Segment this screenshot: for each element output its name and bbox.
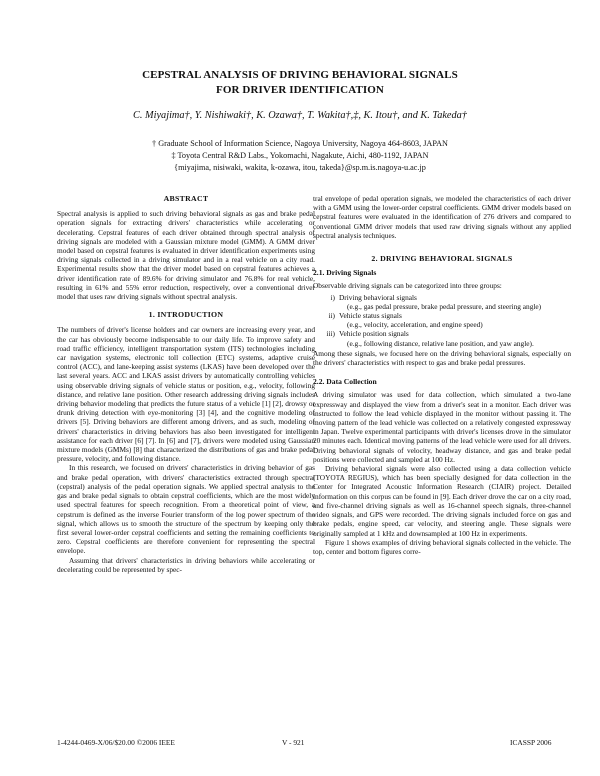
section-2-2-paragraph-2: Driving behavioral signals were also collected using a data collection vehicle (TOYOTA REGIUS), which has been specially designed for data collection in the Center for Integrated Acoustic Information Research (CIAIR) project. Detailed information on this corpus can be found in [9]. Each driver drove the car on a city road, and five-channel driving signals as well as 16-channel speech signals, three-channel video signals, and GPS were recorded. The driving signals included force on gas and brake pedals, engine speed, car velocity, and steering angle. These signals were originally sampled at 1 kHz and downsampled at 100 Hz in experiments. <box>313 464 571 538</box>
intro-heading: 1. INTRODUCTION <box>148 310 224 320</box>
section-2-2-heading: 2.2. Data Collection <box>313 377 377 387</box>
section-2-1-heading: 2.1. Driving Signals <box>313 268 377 278</box>
abstract-text: Spectral analysis is applied to such driving behavioral signals as gas and brake pedal operation signals for extracting drivers' characteristics while accelerating or decelerating. Cepstral features of each driver obtained through spectral analysis of driving signals are modeled with a Gaussian mixture model (GMM). A GMM driver model based on cepstral features is evaluated in driver identification experiments using driving signals collected in a driving simulator and in a real vehicle on a city road. Experimental results show that the driver model based on cepstral features achieves a driver identification rate of 89.6% for driving simulator and 76.8% for real vehicle, resulting in 61% and 55% error reduction, respectively, over a conventional driver model that uses raw driving signals without spectral analysis. <box>57 209 315 302</box>
intro-paragraph-2: In this research, we focused on drivers' characteristics in driving behavior of gas and brake pedal operation, with drivers' characteristics extracted through spectral (cepstral) analysis of the pedal operation signals. We applied spectral analysis to the gas and brake pedal signals to obtain cepstral coefficients, which are the most widely used spectral features for speech recognition. From a theoretical point of view, a cepstrum is defined as the inverse Fourier transform of the log power spectrum of the signal, which allows us to smooth the structure of the spectrum by keeping only the first several lower-order cepstral coefficients and setting the remaining coefficients to zero. Cepstral coefficients are therefore convenient for representing the spectral envelope. <box>57 463 315 556</box>
title-line-2: FOR DRIVER IDENTIFICATION <box>216 84 384 96</box>
signal-group-list <box>313 293 571 348</box>
left-column <box>57 194 315 574</box>
list-item: ii) Vehicle status signals (e.g., velocity, acceleration, and engine speed) <box>313 311 571 329</box>
section-2-1-intro: Observable driving signals can be categorized into three groups: <box>313 281 502 291</box>
list-item-label: Vehicle position signals <box>339 329 409 339</box>
right-column <box>313 194 571 556</box>
list-item-detail: (e.g., following distance, relative lane position, and yaw angle). <box>347 338 534 348</box>
footer-conference: ICASSP 2006 <box>510 738 552 747</box>
list-item: i) Driving behavioral signals (e.g., gas pedal pressure, brake pedal pressure, and steering angle) <box>313 293 571 311</box>
intro-paragraph-3: Assuming that drivers' characteristics in driving behaviors while accelerating or decelerating could be represented by spec- <box>57 555 315 574</box>
intro-continuation: tral envelope of pedal operation signals, we modeled the characteristics of each driver with a GMM using the lower-order cepstral coefficients. GMM driver models based on cepstral features were evaluated in the identification of 276 drivers and compared to conventional GMM driver models that used raw driving signals without any applied spectral analysis techniques. <box>313 194 571 240</box>
abstract-heading: ABSTRACT <box>163 194 209 203</box>
affiliation-1: † Graduate School of Information Science, Nagoya University, Nagoya 464-8603, JAPAN <box>152 139 448 148</box>
section-2-heading: 2. DRIVING BEHAVIORAL SIGNALS <box>371 254 513 264</box>
section-2-1-summary: Among these signals, we focused here on the driving behavioral signals, especially on the drivers' characteristics with respect to gas and brake pedal pressures. <box>313 348 571 368</box>
footer-page-number: V - 921 <box>282 738 305 747</box>
paper-title <box>0 68 600 98</box>
list-item-label: Vehicle status signals <box>339 311 402 321</box>
intro-paragraph-1: The numbers of driver's license holders and car owners are increasing every year, and the car has obviously become indispensable to our daily life. To improve safety and road traffic efficiency, intelligent transportation system (ITS) technologies including car navigation systems, electronic toll collection (ETC) systems, adaptive cruise control (ACC), and lane-keeping assist systems (LKAS) have been developed over the last several years. ACC and LKAS assist drivers by automatically controlling vehicles using observable driving signals of vehicle status or position, e.g., velocity, following distance, and relative lane position. Other research addressing driving signals includes driving behavior modeling that predicts the future status of a vehicle [1] [2], drowsy or drunk driving detection with eye-monitoring [3] [4], and the cognitive modeling of drivers [5]. Driving behaviors are different among drivers, and as such, modeling of drivers' characteristics in driving behaviors has also been investigated for intelligent assistance for each driver [6] [7]. In [6] and [7], drivers were modeled using Gaussian mixture models (GMMs) [8] that characterized the distributions of gas and brake pedal pressure, velocity, and following distance. <box>57 325 315 464</box>
author-list: C. Miyajima†, Y. Nishiwaki†, K. Ozawa†, T. Wakita†,‡, K. Itou†, and K. Takeda† <box>133 110 467 121</box>
section-2-2-paragraph-3: Figure 1 shows examples of driving behavioral signals collected in the vehicle. The top, center and bottom figures corre- <box>313 537 571 556</box>
list-item-detail: (e.g., gas pedal pressure, brake pedal pressure, and steering angle) <box>347 301 542 311</box>
section-2-2-paragraph-1: A driving simulator was used for data collection, which simulated a two-lane expressway and displayed the view from a driver's seat in a monitor. Each driver was instructed to follow the lead vehicle displayed in the monitor without passing it. The moving pattern of the lead vehicle was collected on a relatively congested expressway in Japan. Twelve experimental participants with driver's licenses drove in the simulator 20 minutes each. Identical moving patterns of the lead vehicle were used for all drivers. Driving behavioral signals of velocity, headway distance, and gas and brake pedal positions were collected and sampled at 100 Hz. <box>313 390 571 464</box>
list-item-label: Driving behavioral signals <box>339 292 417 302</box>
affiliation-2: ‡ Toyota Central R&D Labs., Yokomachi, Nagakute, Aichi, 480-1192, JAPAN <box>171 151 429 160</box>
footer-copyright: 1-4244-0469-X/06/$20.00 ©2006 IEEE <box>57 738 175 747</box>
title-line-1: CEPSTRAL ANALYSIS OF DRIVING BEHAVIORAL SIGNALS <box>142 69 458 81</box>
list-item: iii) Vehicle position signals (e.g., following distance, relative lane position, and yaw angle). <box>313 329 571 347</box>
author-emails: {miyajima, nisiwaki, wakita, k-ozawa, itou, takeda}@sp.m.is.nagoya-u.ac.jp <box>174 163 426 172</box>
list-item-detail: (e.g., velocity, acceleration, and engine speed) <box>347 320 483 330</box>
